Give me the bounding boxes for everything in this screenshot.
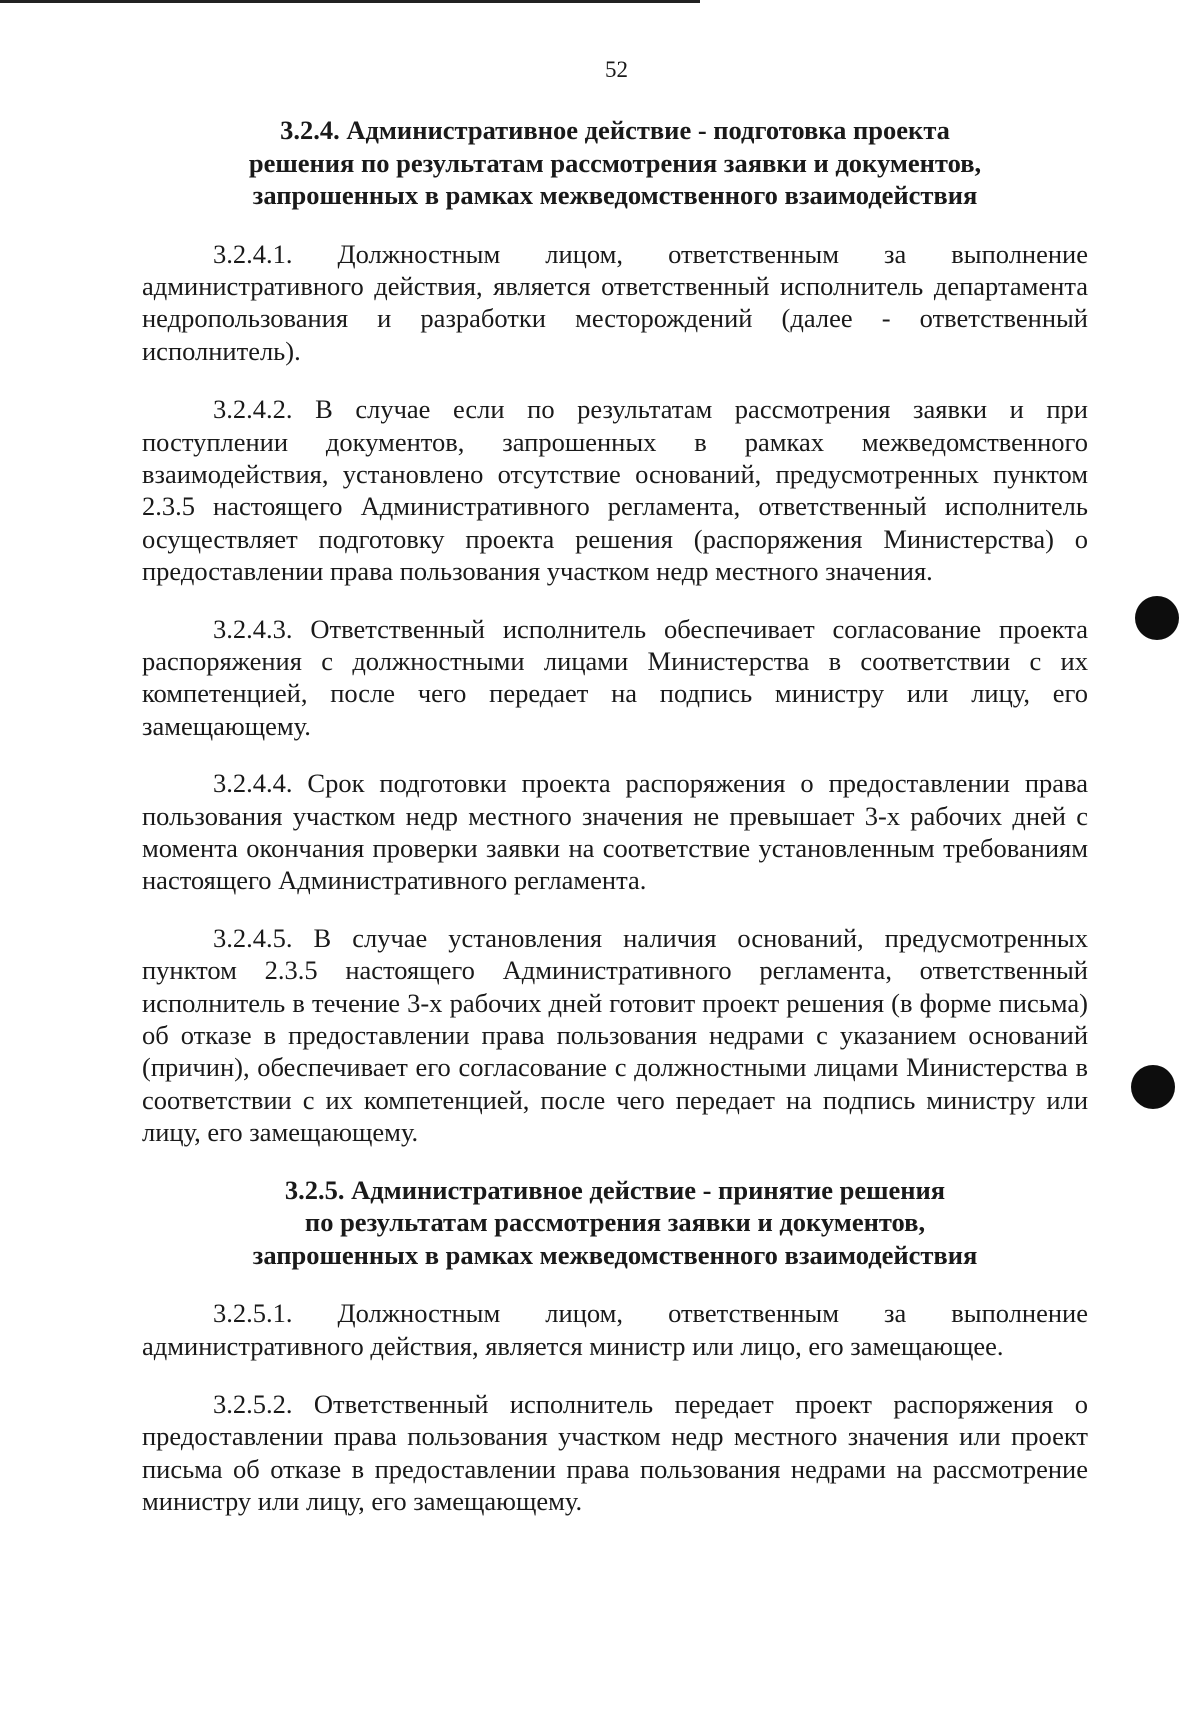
paragraph-3-2-5-1: 3.2.5.1. Должностным лицом, ответственным за выполнение административного действия, является министр или лицо, его замещающее. <box>142 1298 1088 1361</box>
heading-line: 3.2.5. Административное действие - принятие решения <box>284 1174 946 1205</box>
paragraph-3-2-4-4: 3.2.4.4. Срок подготовки проекта распоряжения о предоставлении права пользования участком недр местного значения не превышает 3-х рабочих дней с момента окончания проверки заявки на соответствие установленным требованиям настоящего Административного регламента. <box>142 768 1088 896</box>
paragraph-3-2-4-1: 3.2.4.1. Должностным лицом, ответственным за выполнение административного действия, является ответственный исполнитель департамента недропользования и разработки месторождений (далее - ответственный исполнитель). <box>142 238 1088 366</box>
heading-line: 3.2.4. Административное действие - подготовка проекта <box>280 115 950 145</box>
heading-line: по результатам рассмотрения заявки и документов, <box>304 1207 926 1238</box>
punch-hole-mark <box>1131 1065 1175 1109</box>
paragraph-3-2-4-5: 3.2.4.5. В случае установления наличия оснований, предусмотренных пунктом 2.3.5 настоящего Административного регламента, ответственный исполнитель в течение 3-х рабочих дней готовит проект решения (в форме письма) об отказе в предоставлении права пользования недрами с указанием оснований (причин), обеспечивает его согласование с должностными лицами Министерства в соответствии с их компетенцией, после чего передает на подпись министру или лицу, его замещающему. <box>142 922 1088 1148</box>
heading-line: решения по результатам рассмотрения заявки и документов, <box>248 147 982 178</box>
section-heading-3-2-4 <box>142 114 1088 212</box>
heading-line: запрошенных в рамках межведомственного взаимодействия <box>252 1239 978 1270</box>
heading-line: запрошенных в рамках межведомственного взаимодействия <box>252 180 978 210</box>
paragraph-3-2-5-2: 3.2.5.2. Ответственный исполнитель передает проект распоряжения о предоставлении права пользования участком недр местного значения или проект письма об отказе в предоставлении права пользования недрами на рассмотрение министру или лицу, его замещающему. <box>142 1388 1088 1517</box>
paragraph-3-2-4-2: 3.2.4.2. В случае если по результатам рассмотрения заявки и при поступлении документов, запрошенных в рамках межведомственного взаимодействия, установлено отсутствие оснований, предусмотренных пунктом 2.3.5 настоящего Административного регламента, ответственный исполнитель осуществляет подготовку проекта решения (распоряжения Министерства) о предоставлении права пользования участком недр местного значения. <box>142 394 1088 587</box>
scan-edge-line <box>0 0 700 3</box>
document-body <box>142 114 1088 1518</box>
punch-hole-mark <box>1135 596 1179 640</box>
paragraph-3-2-4-3: 3.2.4.3. Ответственный исполнитель обеспечивает согласование проекта распоряжения с должностными лицами Министерства в соответствии с их компетенцией, после чего передает на подпись министру или лицу, его замещающему. <box>142 613 1088 741</box>
page-number: 52 <box>605 57 628 82</box>
section-heading-3-2-5 <box>142 1174 1088 1272</box>
